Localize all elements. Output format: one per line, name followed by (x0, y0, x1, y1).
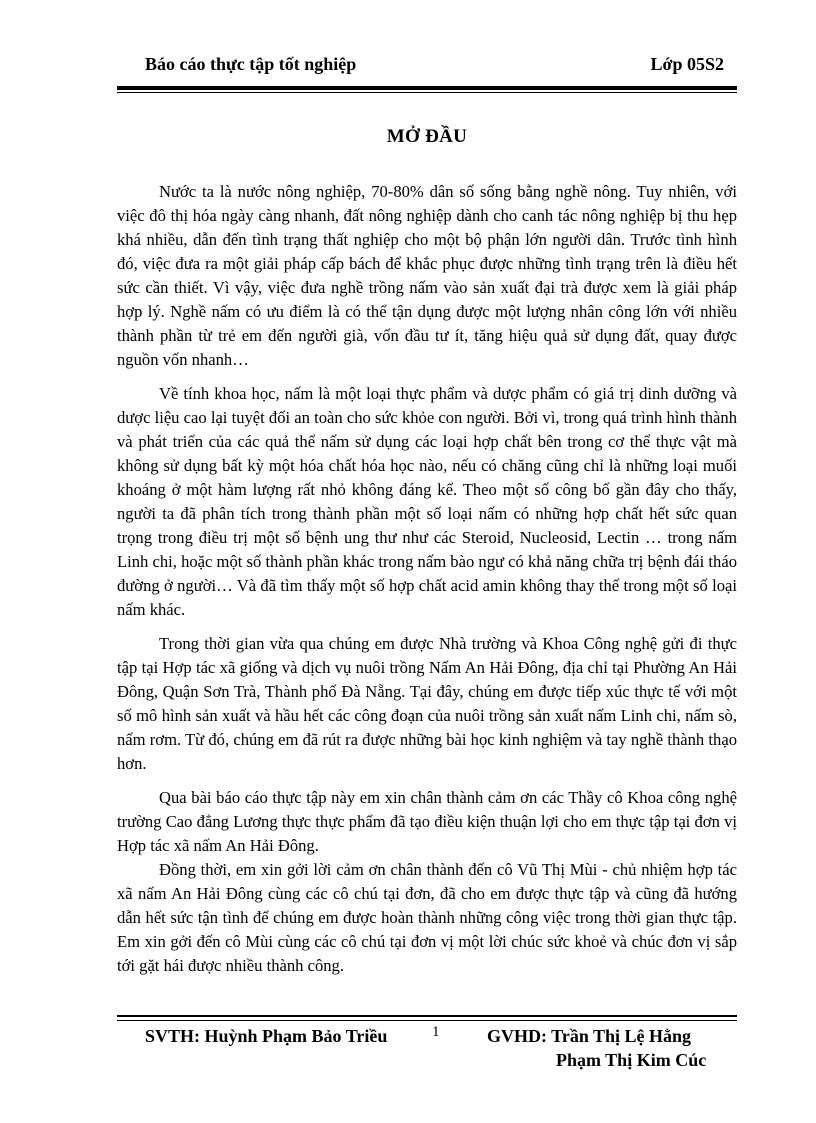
footer-supervisor-2: Phạm Thị Kim Cúc (556, 1050, 707, 1070)
footer-student-name: SVTH: Huỳnh Phạm Bảo Triều (145, 1026, 388, 1046)
footer-rule-thick (117, 1015, 737, 1017)
header-class-name: Lớp 05S2 (650, 54, 724, 74)
document-body (117, 180, 737, 988)
page-header (117, 54, 737, 80)
section-title: MỞ ĐẦU (386, 126, 468, 147)
header-rule-thick (117, 86, 737, 90)
header-rule-thin (117, 92, 737, 93)
page-footer (117, 1024, 737, 1084)
footer-rule-thin (117, 1020, 737, 1021)
header-report-title: Báo cáo thực tập tốt nghiệp (145, 54, 357, 74)
paragraph-1: Nước ta là nước nông nghiệp, 70-80% dân số sống bằng nghề nông. Tuy nhiên, với việc đô thị hóa ngày càng nhanh, đất nông nghiệp dành cho canh tác nông nghiệp bị thu hẹp khá nhiều, dẫn đến tình trạng thất nghiệp cho một bộ phận lớn người dân. Trước tình hình đó, việc đưa ra một giải pháp cấp bách để khắc phục được những tình trạng trên là điều hết sức cần thiết. Vì vậy, việc đưa nghề trồng nấm vào sản xuất đại trà được xem là giải pháp hợp lý. Nghề nấm có ưu điểm là có thể tận dụng được một lượng nhân công lớn với nhiều thành phần từ trẻ em đến người già, vốn đầu tư ít, tăng hiệu quả sử dụng đất, quay được nguồn vốn nhanh… (117, 182, 737, 369)
paragraph-4: Qua bài báo cáo thực tập này em xin chân thành cảm ơn các Thầy cô Khoa công nghệ trường Cao đẳng Lương thực thực phẩm đã tạo điều kiện thuận lợi cho em thực tập tại đơn vị Hợp tác xã nấm An Hải Đông. (117, 788, 737, 855)
footer-supervisor-1: GVHD: Trần Thị Lệ Hằng (487, 1026, 692, 1046)
paragraph-2: Về tính khoa học, nấm là một loại thực phẩm và dược phẩm có giá trị dinh dưỡng và dược liệu cao lại tuyệt đối an toàn cho sức khỏe con người. Bởi vì, trong quá trình hình thành và phát triển của các quả thể nấm sử dụng các loại hợp chất bên trong cơ thể thực vật mà không sử dụng bất kỳ một hóa chất hóa học nào, nếu có chăng cũng chỉ là những loại muối khoáng ở một hàm lượng rất nhỏ không đáng kể. Theo một số công bố gần đây cho thấy, người ta đã phân tích trong thành phần một số loại nấm có những hợp chất hết sức quan trọng trong điều trị một số bệnh ung thư như các Steroid, Nucleosid, Lectin … trong nấm Linh chi, hoặc một số thành phần khác trong nấm bào ngư có khả năng chữa trị bệnh đái tháo đường ở người… Và đã tìm thấy một số hợp chất acid amin không thay thế trong một số loại nấm khác. (117, 384, 737, 619)
paragraph-5: Đồng thời, em xin gởi lời cảm ơn chân thành đến cô Vũ Thị Mùi - chủ nhiệm hợp tác xã nấm An Hải Đông cùng các cô chú tại đơn, đã cho em được thực tập và cũng đã hướng dẫn hết sức tận tình để chúng em được hoàn thành những công việc trong thời gian thực tập. Em xin gởi đến cô Mùi cùng các cô chú tại đơn vị một lời chúc sức khoẻ và chúc đơn vị sắp tới gặt hái được nhiều thành công. (117, 860, 737, 975)
page-number: 1 (432, 1024, 440, 1040)
paragraph-3: Trong thời gian vừa qua chúng em được Nhà trường và Khoa Công nghệ gửi đi thực tập tại Hợp tác xã giống và dịch vụ nuôi trồng Nấm An Hải Đông, địa chỉ tại Phường An Hải Đông, Quận Sơn Trà, Thành phố Đà Nẵng. Tại đây, chúng em được tiếp xúc thực tế với một số mô hình sản xuất và hầu hết các công đoạn của nuôi trồng sản xuất nấm Linh chi, nấm sò, nấm rơm. Từ đó, chúng em đã rút ra được những bài học kinh nghiệm và tay nghề thành thạo hơn. (117, 634, 737, 773)
